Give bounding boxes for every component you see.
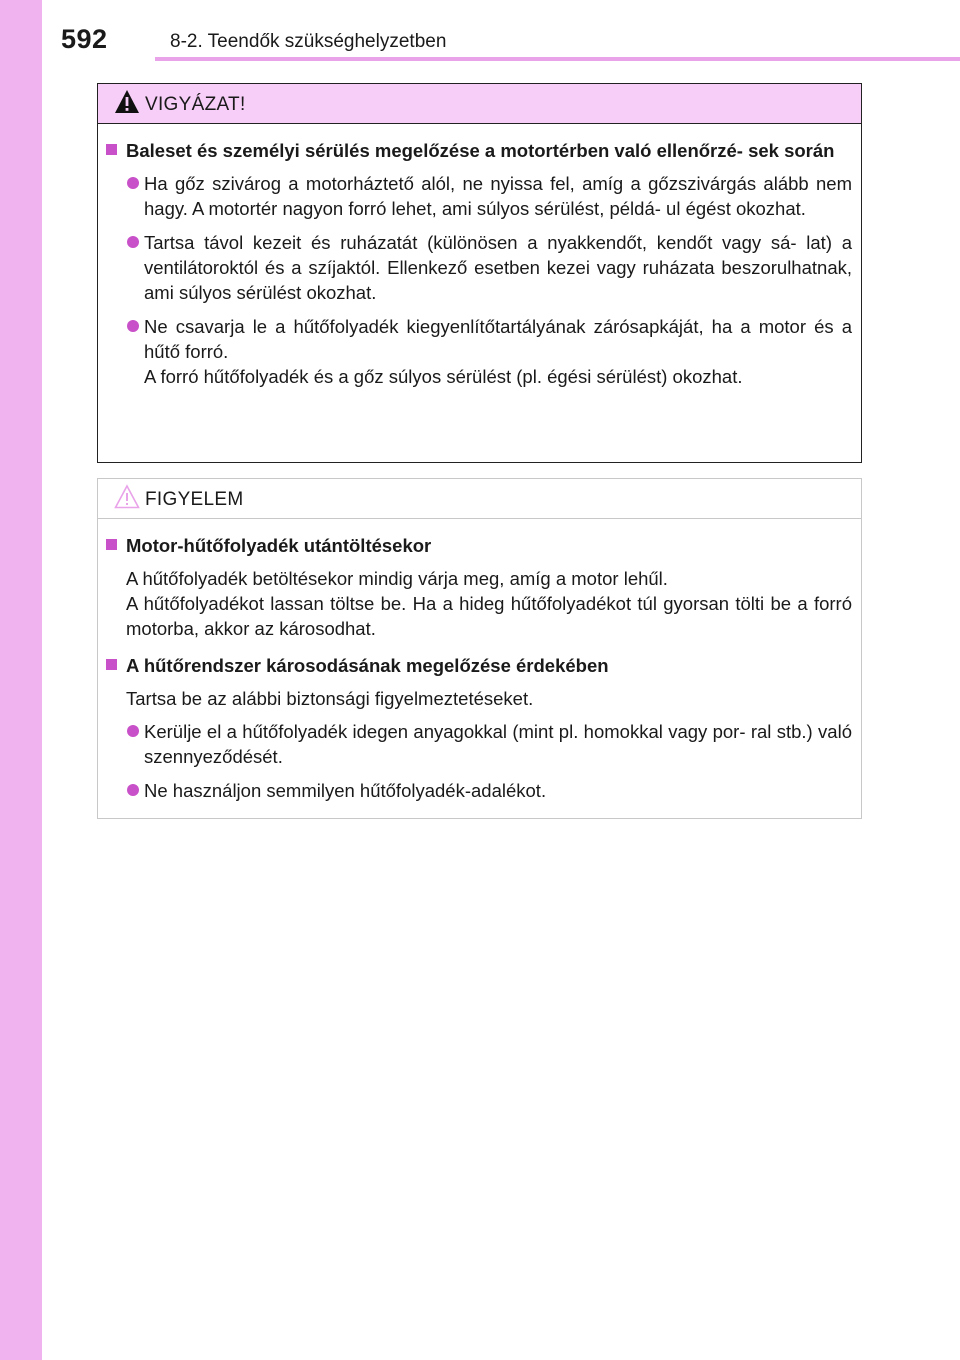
caution-box-title: FIGYELEM	[145, 489, 244, 510]
warning-bullet-1: Ha gőz szivárog a motorháztető alól, ne nyissa fel, amíg a gőzszivárgás alább nem hagy. A motortér nagyon forró lehet, ami súlyos sérülést, példá- ul égést okozhat.	[103, 171, 852, 221]
section-title: 8-2. Teendők szükséghelyzetben	[170, 31, 447, 52]
caution-paragraph-1-line-1: A hűtőfolyadék betöltésekor mindig várja meg, amíg a motor lehűl.	[126, 568, 668, 589]
header-rule	[155, 57, 960, 61]
caution-box-body	[98, 519, 861, 803]
caution-box-header	[98, 479, 861, 519]
caution-paragraph-1	[103, 566, 852, 641]
warning-box-title: VIGYÁZAT!	[145, 94, 246, 115]
caution-box	[97, 478, 862, 819]
warning-bullet-3-text: Ne csavarja le a hűtőfolyadék kiegyenlítőtartályának zárósapkáját, ha a motor és a hűtő forró.	[144, 316, 852, 362]
warning-bullet-2: Tartsa távol kezeit és ruházatát (különösen a nyakkendőt, kendőt vagy sá- lat) a ventilátoroktól és a szíjaktól. Ellenkező esetben kezei vagy ruházata beszorulhatnak, ami súlyos sérülést okozhat.	[103, 230, 852, 305]
warning-triangle-filled-icon	[114, 89, 140, 120]
warning-box-header	[98, 84, 861, 124]
warning-box	[97, 83, 862, 463]
warning-bullet-3-note: A forró hűtőfolyadék és a gőz súlyos sérülést (pl. égési sérülést) okozhat.	[144, 366, 743, 387]
caution-bullet-1: Kerülje el a hűtőfolyadék idegen anyagokkal (mint pl. homokkal vagy por- ral stb.) való szennyeződését.	[103, 719, 852, 769]
page-number: 592	[61, 24, 108, 54]
warning-triangle-outline-icon	[114, 484, 140, 515]
caution-paragraph-2: Tartsa be az alábbi biztonsági figyelmeztetéseket.	[126, 688, 534, 709]
caution-heading-2: A hűtőrendszer károsodásának megelőzése érdekében	[103, 653, 852, 678]
caution-paragraph-1-line-2: A hűtőfolyadékot lassan töltse be. Ha a hideg hűtőfolyadékot túl gyorsan tölti be a forró motorba, akkor az károsodhat.	[126, 593, 852, 639]
warning-box-body	[98, 124, 861, 389]
side-color-strip	[0, 0, 42, 1360]
warning-bullet-3	[103, 314, 852, 389]
caution-heading-1: Motor-hűtőfolyadék utántöltésekor	[103, 533, 852, 558]
warning-heading: Baleset és személyi sérülés megelőzése a motortérben való ellenőrzé- sek során	[103, 138, 852, 163]
caution-bullet-2: Ne használjon semmilyen hűtőfolyadék-adalékot.	[103, 778, 852, 803]
